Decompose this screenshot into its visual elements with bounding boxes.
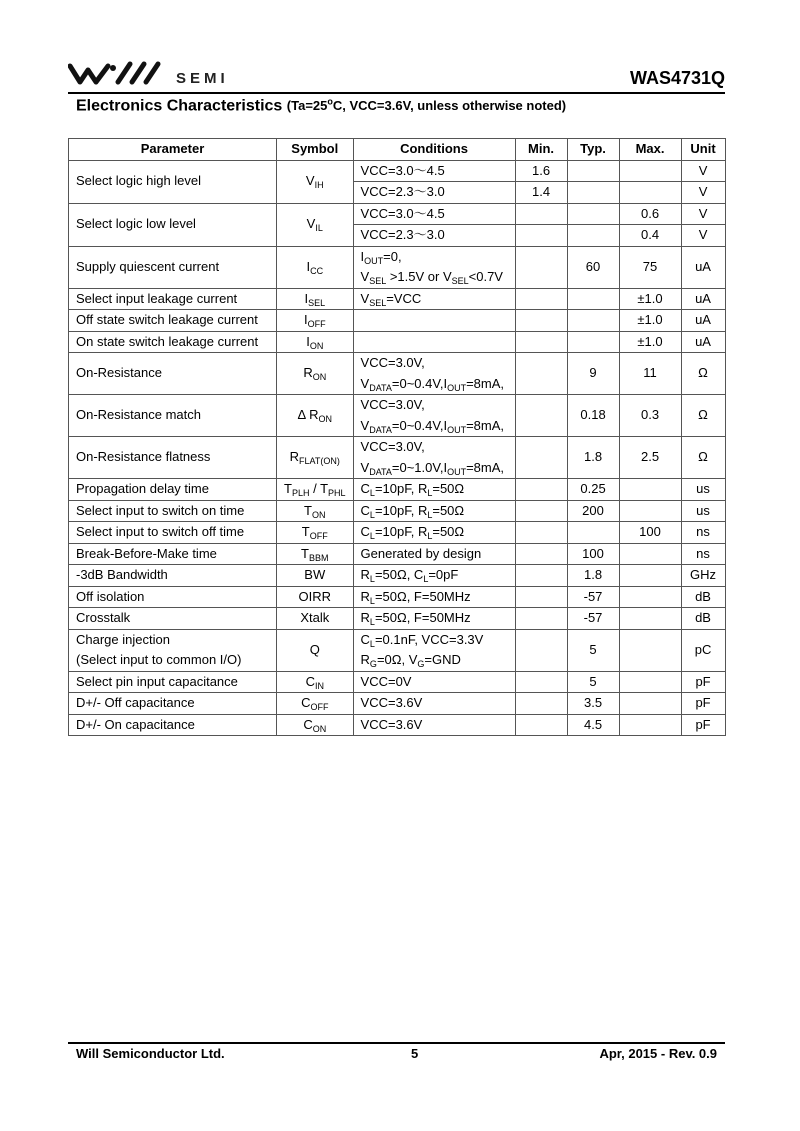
table-row [69, 586, 726, 608]
unit-cell: dB [681, 586, 725, 608]
max-cell: 100 [619, 522, 681, 544]
max-cell [619, 714, 681, 736]
table-row [69, 479, 726, 501]
unit-cell: GHz [681, 565, 725, 587]
symbol-cell: Q [277, 629, 354, 671]
parameter-cell: D+/- On capacitance [69, 714, 277, 736]
conditions-cell: VCC=3.6V [353, 693, 515, 715]
conditions-cell: VCC=3.0V, $V_{DATA}=0\sim 0.4V,I_{OUT}=8mA$, [353, 353, 515, 395]
symbol-cell: $I_{ON}$ [277, 331, 354, 353]
typ-cell: 4.5 [567, 714, 619, 736]
col-header: Unit [681, 139, 725, 161]
table-row [69, 543, 726, 565]
table-row [69, 629, 726, 671]
parameter-cell: On state switch leakage current [69, 331, 277, 353]
parameter-cell: Propagation delay time [69, 479, 277, 501]
max-cell [619, 543, 681, 565]
table-row [69, 714, 726, 736]
conditions-cell: $R_L=50\Omega$, F=50MHz [353, 608, 515, 630]
parameter-cell: Crosstalk [69, 608, 277, 630]
conditions-cell: VCC=2.3～3.0 [353, 225, 515, 247]
table-row [69, 437, 726, 479]
min-cell [515, 629, 567, 671]
conditions-cell: VCC=2.3～3.0 [353, 182, 515, 204]
min-cell [515, 288, 567, 310]
symbol-cell: $R_{ON}$ [277, 353, 354, 395]
unit-cell: dB [681, 608, 725, 630]
min-cell [515, 331, 567, 353]
typ-cell [567, 225, 619, 247]
conditions-cell: VCC=3.6V [353, 714, 515, 736]
conditions-cell: $V_{SEL}=VCC$ [353, 288, 515, 310]
table-row [69, 288, 726, 310]
symbol-cell: $V_{IH}$ [277, 160, 354, 203]
typ-cell [567, 160, 619, 182]
symbol-cell: OIRR [277, 586, 354, 608]
unit-cell: V [681, 203, 725, 225]
parameter-cell: On-Resistance flatness [69, 437, 277, 479]
table-row [69, 693, 726, 715]
conditions-cell: $C_L=0.1nF$, VCC=3.3V $R_G=0\Omega$, $V_G=GND$ [353, 629, 515, 671]
table-row [69, 310, 726, 332]
table-row [69, 522, 726, 544]
min-cell [515, 353, 567, 395]
table-row [69, 565, 726, 587]
min-cell [515, 395, 567, 437]
table-row [69, 331, 726, 353]
parameter-cell: On-Resistance [69, 353, 277, 395]
max-cell [619, 586, 681, 608]
unit-cell: Ω [681, 353, 725, 395]
parameter-cell: Select input to switch off time [69, 522, 277, 544]
table-row [69, 353, 726, 395]
max-cell [619, 479, 681, 501]
typ-cell: 3.5 [567, 693, 619, 715]
max-cell: 0.3 [619, 395, 681, 437]
section-title-main: Electronics Characteristics [76, 97, 283, 115]
typ-cell [567, 522, 619, 544]
conditions-cell: VCC=3.0V, $V_{DATA}=0\sim 0.4V,I_{OUT}=8mA$, [353, 395, 515, 437]
min-cell [515, 500, 567, 522]
typ-cell: 60 [567, 246, 619, 288]
table-row [69, 160, 726, 182]
symbol-cell: Xtalk [277, 608, 354, 630]
parameter-cell: D+/- Off capacitance [69, 693, 277, 715]
symbol-cell: $R_{FLAT(ON)}$ [277, 437, 354, 479]
symbol-cell: $T_{OFF}$ [277, 522, 354, 544]
footer-divider [68, 1042, 725, 1044]
unit-cell: ns [681, 522, 725, 544]
footer-company: Will Semiconductor Ltd. [76, 1046, 225, 1061]
max-cell: ±1.0 [619, 331, 681, 353]
unit-cell: uA [681, 288, 725, 310]
conditions-cell: $R_L=50\Omega$, $C_L=0pF$ [353, 565, 515, 587]
col-header: Min. [515, 139, 567, 161]
conditions-cell: $C_L=10pF$, $R_L=50\Omega$ [353, 479, 515, 501]
conditions-cell [353, 331, 515, 353]
min-cell [515, 543, 567, 565]
parameter-cell: Select logic high level [69, 160, 277, 203]
min-cell: 1.4 [515, 182, 567, 204]
conditions-cell: Generated by design [353, 543, 515, 565]
will-semi-logo [68, 60, 168, 90]
symbol-cell: Δ $R_{ON}$ [277, 395, 354, 437]
footer-page-number: 5 [411, 1046, 419, 1061]
unit-cell: pF [681, 671, 725, 693]
symbol-cell: $V_{IL}$ [277, 203, 354, 246]
max-cell: 0.6 [619, 203, 681, 225]
conditions-cell: VCC=3.0～4.5 [353, 160, 515, 182]
max-cell: ±1.0 [619, 310, 681, 332]
typ-cell: -57 [567, 586, 619, 608]
typ-cell: 9 [567, 353, 619, 395]
conditions-cell: VCC=3.0～4.5 [353, 203, 515, 225]
min-cell [515, 437, 567, 479]
unit-cell: ns [681, 543, 725, 565]
max-cell: 2.5 [619, 437, 681, 479]
max-cell: 11 [619, 353, 681, 395]
table-row [69, 395, 726, 437]
parameter-cell: Charge injection (Select input to common I/O) [69, 629, 277, 671]
min-cell [515, 522, 567, 544]
max-cell [619, 160, 681, 182]
section-title-note: ($Ta=25^oC$, VCC=3.6V, unless otherwise noted) [286, 97, 567, 114]
col-header: Symbol [277, 139, 354, 161]
parameter-cell: Break-Before-Make time [69, 543, 277, 565]
table-header-row [69, 139, 726, 161]
section-title [76, 97, 566, 115]
min-cell [515, 565, 567, 587]
symbol-cell: $C_{ON}$ [277, 714, 354, 736]
min-cell [515, 586, 567, 608]
table-row [69, 246, 726, 288]
table-row [69, 671, 726, 693]
unit-cell: Ω [681, 395, 725, 437]
unit-cell: us [681, 479, 725, 501]
parameter-cell: Select pin input capacitance [69, 671, 277, 693]
typ-cell: 0.18 [567, 395, 619, 437]
symbol-cell: $T_{ON}$ [277, 500, 354, 522]
parameter-cell: Select input to switch on time [69, 500, 277, 522]
col-header: Parameter [69, 139, 277, 161]
parameter-cell: -3dB Bandwidth [69, 565, 277, 587]
typ-cell [567, 331, 619, 353]
typ-cell: 5 [567, 671, 619, 693]
table-body [69, 160, 726, 736]
min-cell [515, 246, 567, 288]
symbol-cell: BW [277, 565, 354, 587]
table-row [69, 608, 726, 630]
parameter-cell: Select logic low level [69, 203, 277, 246]
unit-cell: V [681, 160, 725, 182]
typ-cell: 200 [567, 500, 619, 522]
min-cell [515, 608, 567, 630]
typ-cell: 0.25 [567, 479, 619, 501]
unit-cell: uA [681, 310, 725, 332]
unit-cell: Ω [681, 437, 725, 479]
min-cell [515, 310, 567, 332]
electrical-characteristics-table [68, 138, 726, 736]
part-number: WAS4731Q [629, 68, 725, 88]
unit-cell: pC [681, 629, 725, 671]
logo-text: SEMI [176, 70, 229, 87]
conditions-cell: $R_L=50\Omega$, F=50MHz [353, 586, 515, 608]
table-row [69, 203, 726, 225]
unit-cell: us [681, 500, 725, 522]
parameter-cell: Select input leakage current [69, 288, 277, 310]
conditions-cell [353, 310, 515, 332]
header-divider [68, 92, 725, 94]
parameter-cell: Supply quiescent current [69, 246, 277, 288]
symbol-cell: $I_{OFF}$ [277, 310, 354, 332]
col-header: Typ. [567, 139, 619, 161]
conditions-cell: VCC=0V [353, 671, 515, 693]
min-cell [515, 203, 567, 225]
max-cell [619, 500, 681, 522]
parameter-cell: On-Resistance match [69, 395, 277, 437]
symbol-cell: $I_{CC}$ [277, 246, 354, 288]
typ-cell [567, 203, 619, 225]
unit-cell: uA [681, 331, 725, 353]
max-cell [619, 693, 681, 715]
typ-cell [567, 182, 619, 204]
symbol-cell: $T_{BBM}$ [277, 543, 354, 565]
unit-cell: pF [681, 693, 725, 715]
conditions-cell: VCC=3.0V, $V_{DATA}=0\sim 1.0V,I_{OUT}=8mA$, [353, 437, 515, 479]
symbol-cell: $C_{OFF}$ [277, 693, 354, 715]
typ-cell [567, 310, 619, 332]
parameter-cell: Off state switch leakage current [69, 310, 277, 332]
conditions-cell: $I_{OUT}=0$, $V_{SEL} >1.5V$ or $V_{SEL}<0.7V$ [353, 246, 515, 288]
footer-date-revision: Apr, 2015 - Rev. 0.9 [599, 1046, 717, 1061]
max-cell [619, 182, 681, 204]
symbol-cell: $I_{SEL}$ [277, 288, 354, 310]
max-cell: 0.4 [619, 225, 681, 247]
min-cell [515, 714, 567, 736]
typ-cell: -57 [567, 608, 619, 630]
parameter-cell: Off isolation [69, 586, 277, 608]
conditions-cell: $C_L=10pF$, $R_L=50\Omega$ [353, 522, 515, 544]
unit-cell: uA [681, 246, 725, 288]
typ-cell: 5 [567, 629, 619, 671]
max-cell [619, 565, 681, 587]
unit-cell: pF [681, 714, 725, 736]
typ-cell: 1.8 [567, 565, 619, 587]
min-cell [515, 225, 567, 247]
symbol-cell: $C_{IN}$ [277, 671, 354, 693]
unit-cell: V [681, 182, 725, 204]
typ-cell: 100 [567, 543, 619, 565]
max-cell [619, 629, 681, 671]
min-cell [515, 693, 567, 715]
symbol-cell: $T_{PLH} / T_{PHL}$ [277, 479, 354, 501]
min-cell [515, 479, 567, 501]
max-cell: 75 [619, 246, 681, 288]
col-header: Max. [619, 139, 681, 161]
max-cell [619, 671, 681, 693]
typ-cell [567, 288, 619, 310]
unit-cell: V [681, 225, 725, 247]
max-cell [619, 608, 681, 630]
min-cell [515, 671, 567, 693]
min-cell: 1.6 [515, 160, 567, 182]
conditions-cell: $C_L=10pF$, $R_L=50\Omega$ [353, 500, 515, 522]
col-header: Conditions [353, 139, 515, 161]
typ-cell: 1.8 [567, 437, 619, 479]
max-cell: ±1.0 [619, 288, 681, 310]
table-row [69, 500, 726, 522]
